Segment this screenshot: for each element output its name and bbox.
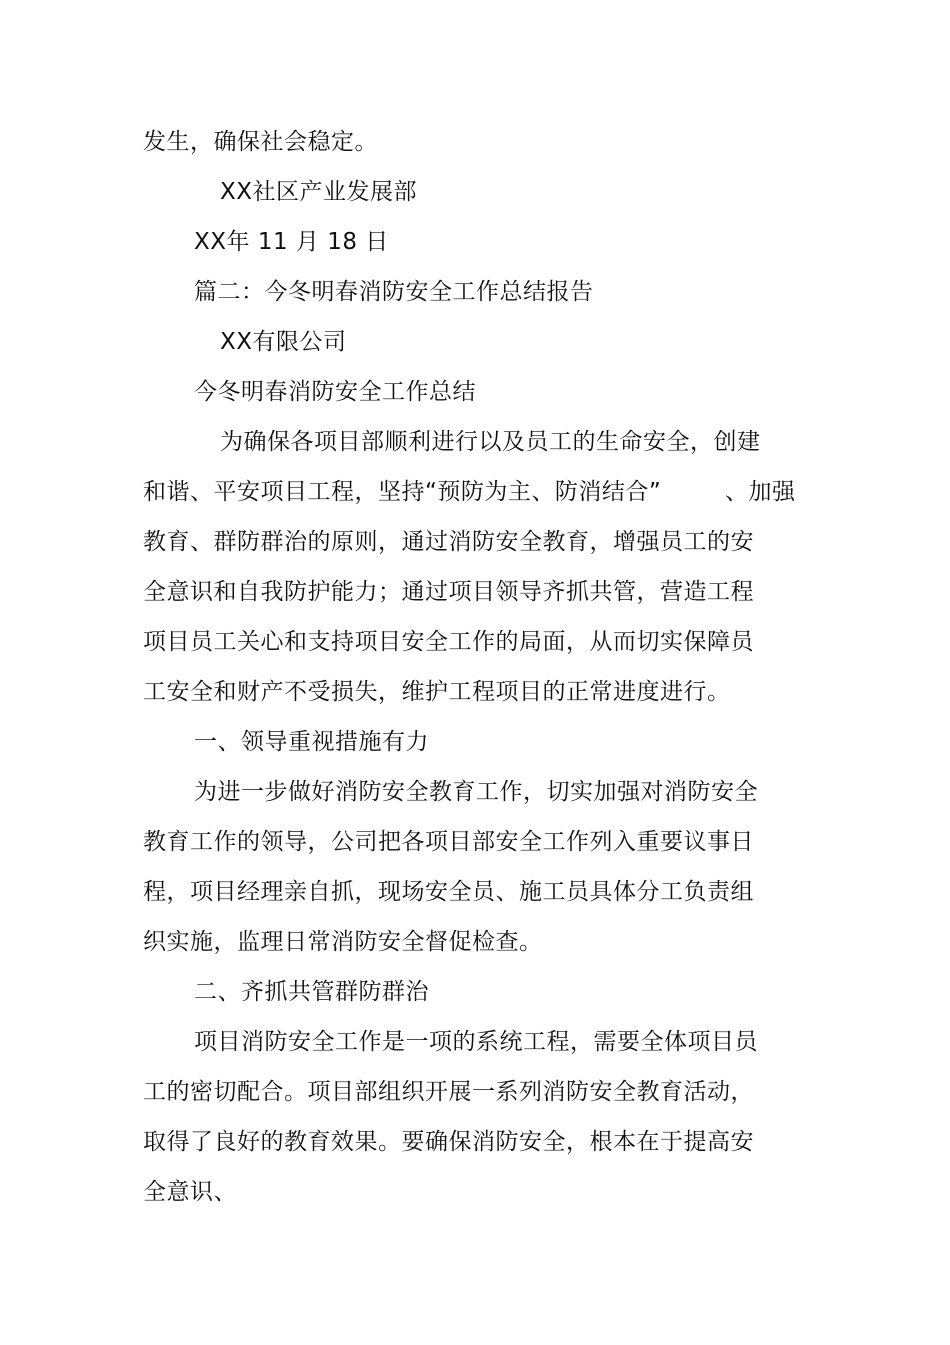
text-line: 和谐、平安项目工程，坚持“预防为主、防消结合” <box>143 479 662 505</box>
report-title: 今冬明春消防安全工作总结 <box>194 379 476 405</box>
text-line: 项目消防安全工作是一项的系统工程，需要全体项目员 <box>194 1029 758 1055</box>
text-line: 织实施，监理日常消防安全督促检查。 <box>143 929 543 955</box>
text-line: 教育、群防群治的原则，通过消防安全教育，增强员工的安 <box>143 529 754 555</box>
text-line: 项目员工关心和支持项目安全工作的局面，从而切实保障员 <box>143 629 754 655</box>
text-line: 全意识和自我防护能力；通过项目领导齐抓共管，营造工程 <box>143 579 754 605</box>
section-heading: 一、领导重视措施有力 <box>194 729 429 755</box>
section-heading: 二、齐抓共管群防群治 <box>194 979 429 1005</box>
section-title: 篇二：今冬明春消防安全工作总结报告 <box>194 279 594 305</box>
text-line: 为进一步做好消防安全教育工作，切实加强对消防安全 <box>194 779 758 805</box>
company-name: XX有限公司 <box>220 329 347 355</box>
text-line: 为确保各项目部顺利进行以及员工的生命安全，创建 <box>220 429 761 455</box>
department-name: XX社区产业发展部 <box>220 179 418 205</box>
text-line: 、加强 <box>725 479 796 505</box>
text-line: 工的密切配合。项目部组织开展一系列消防安全教育活动， <box>143 1079 754 1105</box>
text-line: 发生，确保社会稳定。 <box>143 129 378 155</box>
text-line: 程，项目经理亲自抓，现场安全员、施工员具体分工负责组 <box>143 879 754 905</box>
text-line: 工安全和财产不受损失，维护工程项目的正常进度进行。 <box>143 679 731 705</box>
document-date: XX年 11 月 18 日 <box>194 229 389 255</box>
text-line: 取得了良好的教育效果。要确保消防安全，根本在于提高安 <box>143 1129 754 1155</box>
text-line: 全意识、 <box>143 1179 237 1205</box>
text-line: 教育工作的领导，公司把各项目部安全工作列入重要议事日 <box>143 829 754 855</box>
